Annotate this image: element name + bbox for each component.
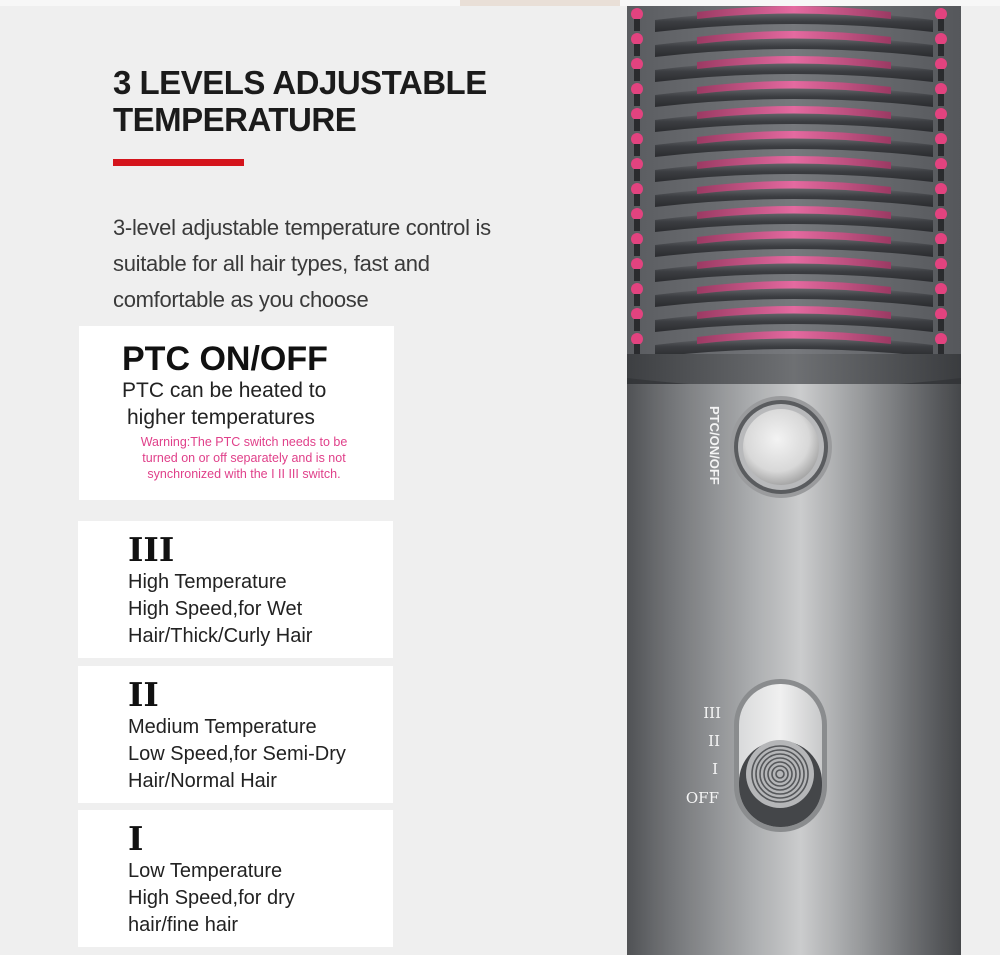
level-line-1: High Temperature: [128, 571, 287, 593]
bristle-tip: [935, 183, 947, 195]
level-numeral: I: [128, 819, 144, 858]
bristle-tip: [935, 208, 947, 220]
bristle-tip: [631, 33, 643, 45]
heading-line-1: 3 LEVELS ADJUSTABLE: [113, 64, 487, 101]
bristle-stem: [938, 144, 944, 156]
bristle-stem: [634, 169, 640, 181]
temperature-switch[interactable]: [734, 679, 827, 832]
bristle-stem: [938, 269, 944, 281]
heading-underline: [113, 159, 244, 166]
ptc-subtitle-line-2: higher temperatures: [127, 406, 315, 429]
bristle-tip: [631, 208, 643, 220]
bristle-stem: [634, 244, 640, 256]
bristle-stem: [938, 119, 944, 131]
level-line-2: High Speed,for Wet: [128, 598, 303, 620]
bristle-tip: [631, 308, 643, 320]
bristle-stem: [634, 194, 640, 206]
ptc-warning-line-3: synchronized with the I II III switch.: [147, 467, 341, 481]
hair-dryer-brush-image: [627, 6, 961, 955]
bristle-stem: [634, 219, 640, 231]
ptc-warning-line-1: Warning:The PTC switch needs to be: [140, 435, 348, 449]
bristle-stem: [938, 69, 944, 81]
bristle-tip: [935, 133, 947, 145]
feature-heading: [113, 64, 583, 138]
bristle-tip: [935, 308, 947, 320]
bristle-tip: [935, 33, 947, 45]
level-description: [128, 858, 393, 939]
bristle-tip: [935, 158, 947, 170]
level-numeral: II: [128, 675, 159, 714]
level-line-1: Low Temperature: [128, 860, 283, 882]
level-card-ii: [78, 666, 393, 803]
level-numeral: III: [128, 530, 175, 569]
description-line-2: suitable for all hair types, fast and: [113, 251, 430, 276]
bristle-tip: [935, 58, 947, 70]
bristle-tip: [631, 183, 643, 195]
description-line-3: comfortable as you choose: [113, 287, 369, 312]
level-line-3: Hair/Thick/Curly Hair: [128, 625, 313, 647]
bristle-stem: [634, 319, 640, 331]
bristle-tip: [935, 83, 947, 95]
bristle-stem: [938, 19, 944, 31]
ptc-warning: [113, 434, 375, 482]
bristle-stem: [938, 294, 944, 306]
bristle-tip: [631, 83, 643, 95]
switch-label-off: OFF: [685, 789, 719, 807]
bristle-stem: [634, 294, 640, 306]
bristle-tip: [935, 333, 947, 345]
bristle-stem: [938, 219, 944, 231]
bristle-stem: [634, 94, 640, 106]
bristle-stem: [938, 319, 944, 331]
ptc-button-label: PTC/ON/OFF: [707, 406, 722, 485]
description-line-1: 3-level adjustable temperature control is: [113, 215, 491, 240]
bristle-stem: [634, 144, 640, 156]
level-line-1: Medium Temperature: [128, 716, 317, 738]
ptc-card: [79, 326, 394, 500]
bristle-tip: [631, 258, 643, 270]
bristle-tip: [631, 8, 643, 20]
ptc-power-button[interactable]: [730, 396, 832, 498]
bristle-tip: [631, 333, 643, 345]
bristle-tip: [631, 233, 643, 245]
level-line-2: Low Speed,for Semi-Dry: [128, 743, 346, 765]
bristle-tip: [631, 108, 643, 120]
feature-description: [113, 210, 583, 318]
level-description: [128, 714, 393, 795]
ptc-subtitle-line-1: PTC can be heated to: [122, 379, 327, 402]
switch-label-iii: III: [703, 704, 721, 722]
bristle-tip: [631, 158, 643, 170]
switch-label-i: I: [712, 760, 718, 778]
level-line-3: hair/fine hair: [128, 914, 239, 936]
bristle-tip: [935, 283, 947, 295]
ptc-subtitle: [122, 377, 384, 431]
level-line-2: High Speed,for dry: [128, 887, 295, 909]
bristle-stem: [634, 19, 640, 31]
bristle-tip: [935, 8, 947, 20]
bristle-stem: [938, 169, 944, 181]
ptc-title: PTC ON/OFF: [122, 340, 328, 378]
level-line-3: Hair/Normal Hair: [128, 770, 277, 792]
bristle-tip: [935, 258, 947, 270]
bristle-tip: [935, 233, 947, 245]
bristle-stem: [634, 269, 640, 281]
switch-label-ii: II: [708, 732, 720, 750]
bristle-stem: [938, 244, 944, 256]
level-card-iii: [78, 521, 393, 658]
bristle-stem: [634, 44, 640, 56]
top-edge-accent: [460, 0, 620, 6]
level-description: [128, 569, 393, 650]
bristle-tip: [631, 133, 643, 145]
level-card-i: [78, 810, 393, 947]
bristle-stem: [634, 69, 640, 81]
bristle-tip: [935, 108, 947, 120]
bristle-stem: [634, 119, 640, 131]
bristle-stem: [938, 194, 944, 206]
ptc-warning-line-2: turned on or off separately and is not: [142, 451, 346, 465]
bristle-tip: [631, 283, 643, 295]
heading-line-2: TEMPERATURE: [113, 101, 357, 138]
bristle-tip: [631, 58, 643, 70]
bristle-stem: [938, 94, 944, 106]
bristle-stem: [938, 44, 944, 56]
